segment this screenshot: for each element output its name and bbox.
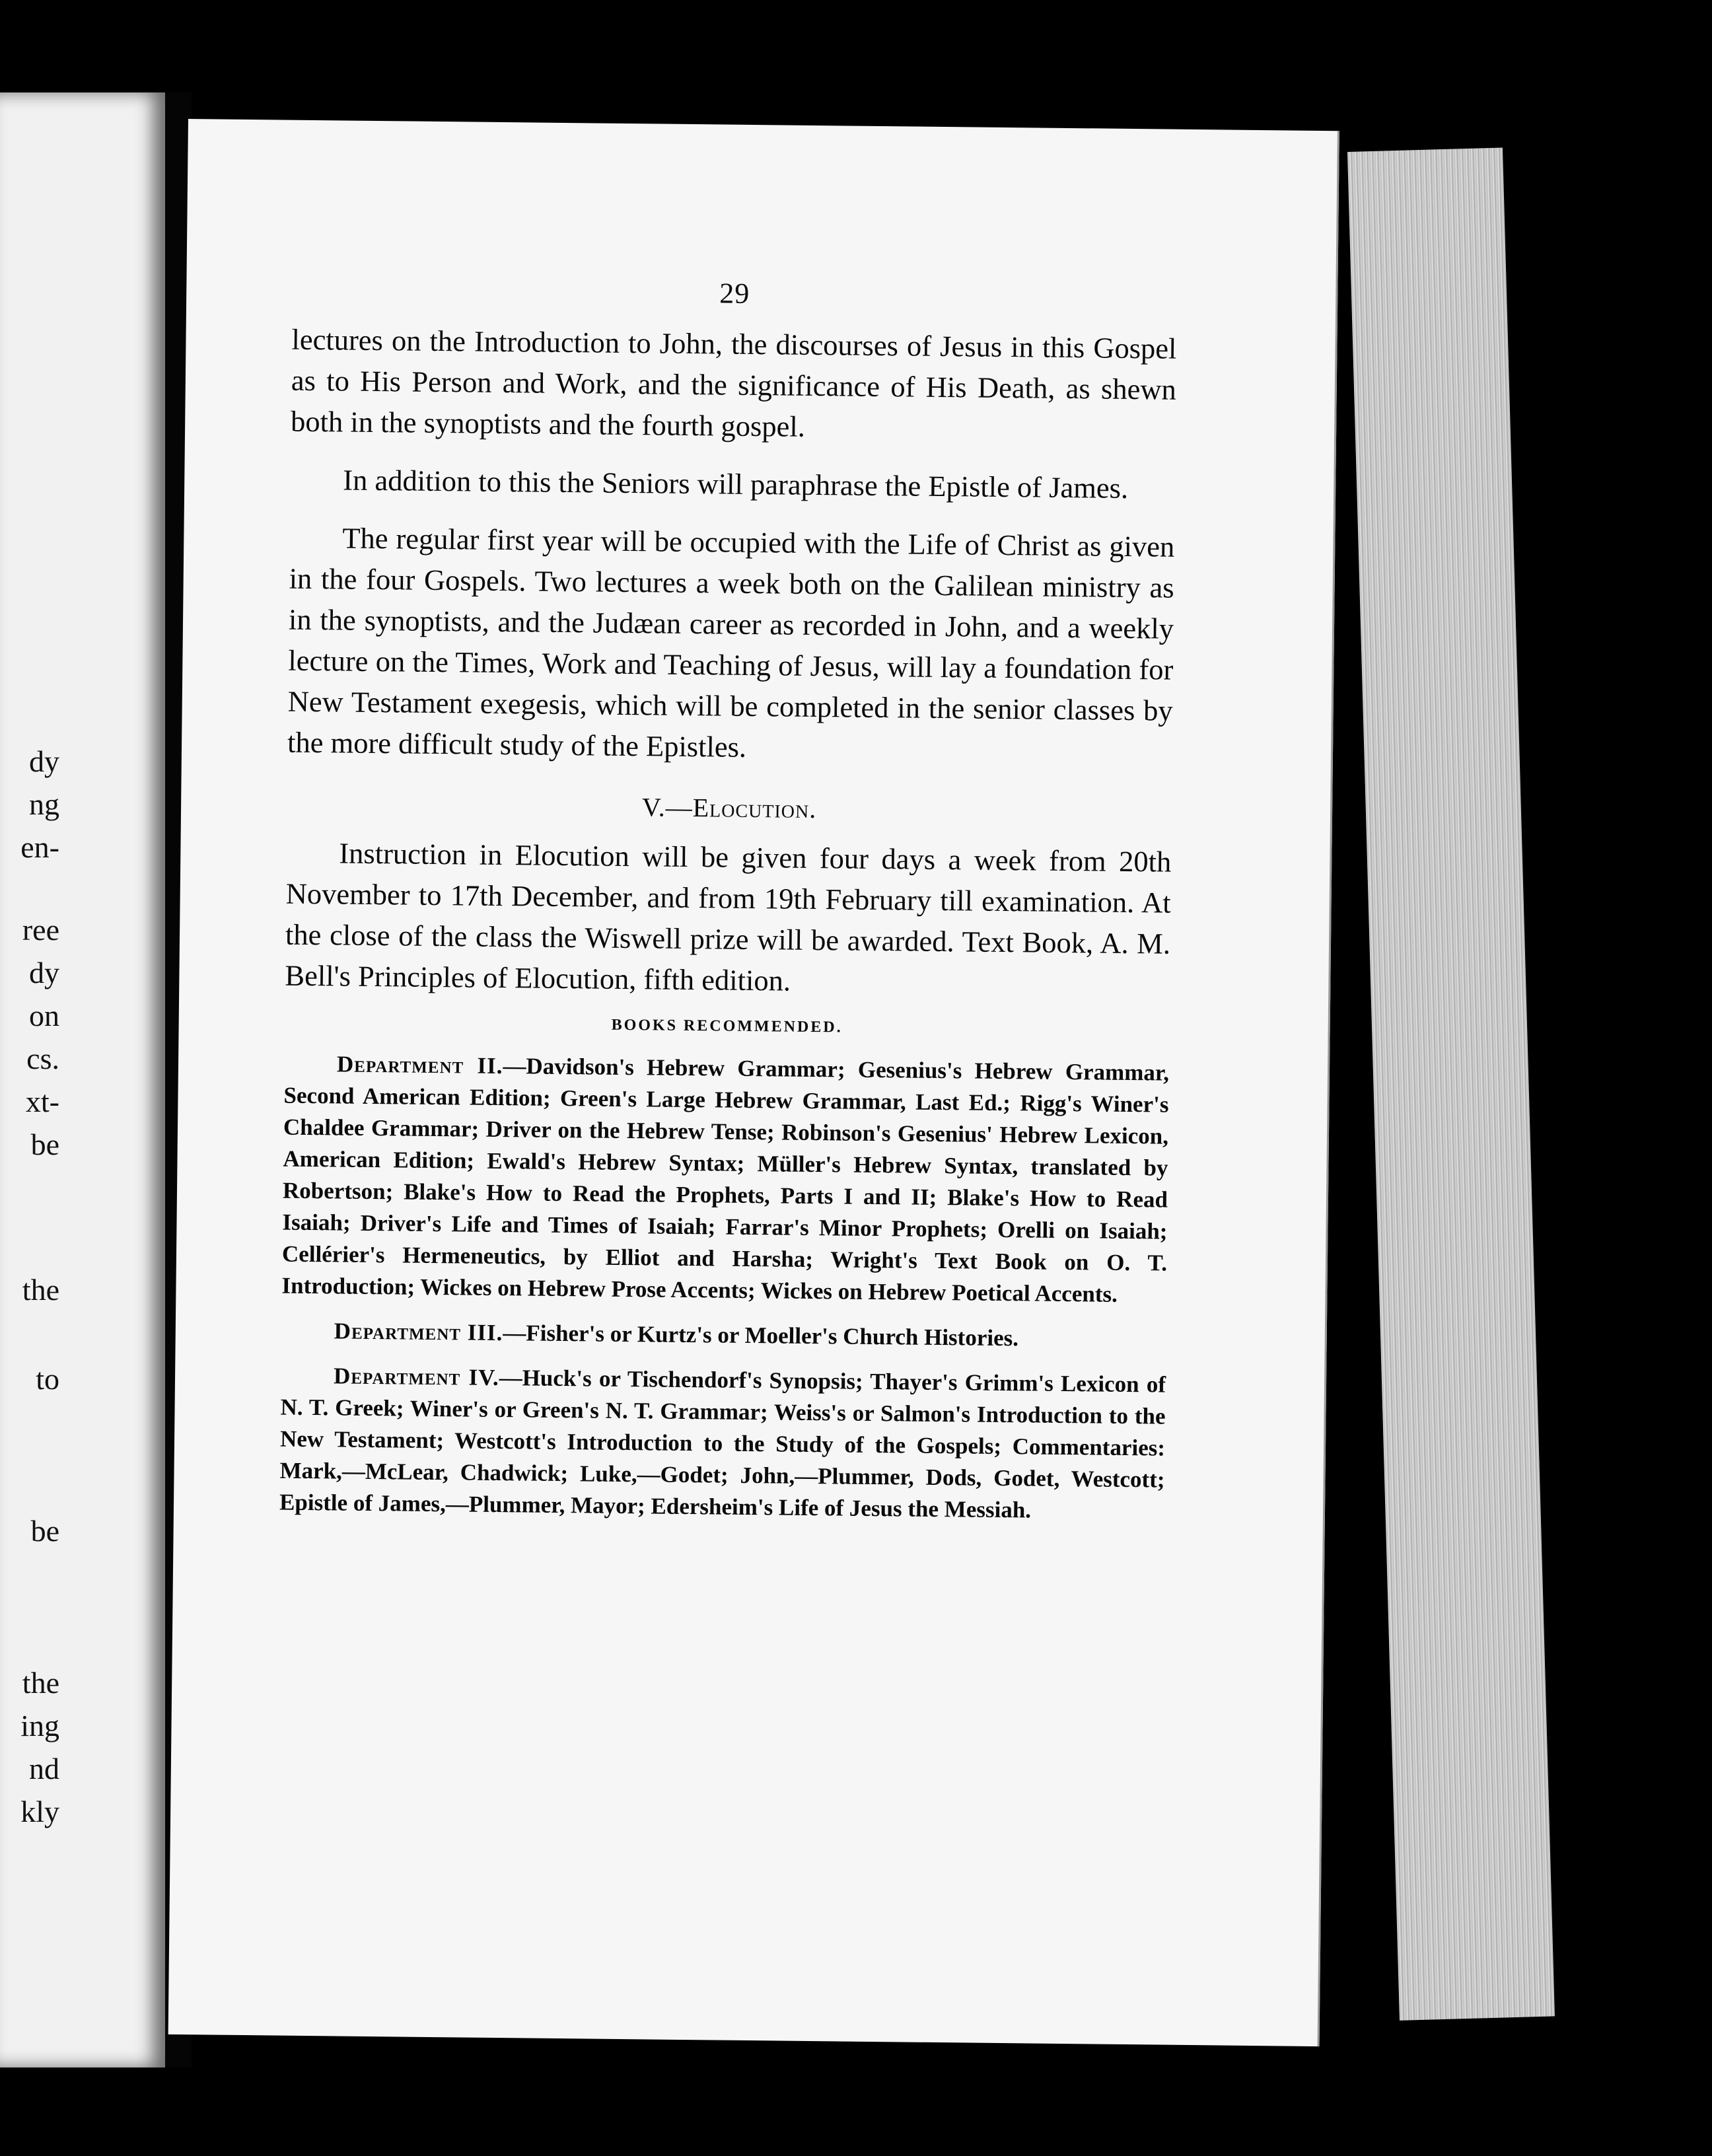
page-edges [1347,147,1555,2020]
department-text: —Fisher's or Kurtz's or Moeller's Church Histories. [503,1320,1019,1351]
left-page-fragment: cs. [26,1042,59,1075]
department-text: —Huck's or Tischendorf's Synopsis; Thayer's Grimm's Lexicon of N. T. Greek; Winer's or Green's N. T. Grammar; Weiss's or Salmon's Introduction to the New Testament; Westcott's Introduction to the Study of the Gospels; Commentaries: Mark,—McLear, Chadwick; Luke,—Godet; John,—Plummer, Dods, Godet, Westcott; Epistle of James,—Plummer, Mayor; Edersheim's Life of Jesus the Messiah. [279,1365,1166,1523]
left-page-fragment: be [30,1128,59,1161]
page-number: 29 [719,277,750,310]
left-page-fragment: ng [29,787,59,821]
paragraph-seniors: In addition to this the Seniors will paraphrase the Epistle of James. [343,463,1129,505]
left-page-fragment: ing [20,1709,59,1743]
books-recommended-heading: BOOKS RECOMMENDED. [611,1016,843,1036]
page-content [279,272,1178,1541]
department-4-books [279,1360,1166,1528]
paragraph-first-year: The regular first year will be occupied with the Life of Christ as given in the four Gospels. Two lectures a week both on the Galilean ministry as in the synoptists, and the Judæan career as recorded in John, and a weekly lecture on the Times, Work and Teaching of Jesus, will lay a foundation for New Testament exegesis, which will be completed in the senior classes by the more difficult study of the Epistles. [287,521,1175,764]
paragraph-john-lectures: lectures on the Introduction to John, the discourses of Jesus in this Gospel as to His Person and Work, and the significance of His Death, as shewn both in the synoptists and the fourth gospel. [290,322,1177,443]
left-page-fragment: kly [20,1795,59,1828]
left-page-fragment: to [36,1362,59,1396]
department-label: Department II. [336,1051,503,1079]
left-page-fragment: ree [22,913,59,947]
section-heading-elocution: V.—Elocution. [641,792,817,824]
department-label: Department IV. [333,1363,499,1391]
department-2-books [281,1048,1169,1311]
department-3-books [281,1315,1166,1356]
department-text: —Davidson's Hebrew Grammar; Gesenius's Hebrew Grammar, Second American Edition; Green's Large Hebrew Grammar, Last Ed.; Rigg's Winer's Chaldee Grammar; Driver on the Hebrew Tense; Robinson's Gesenius' Hebrew Lexicon, American Edition; Ewald's Hebrew Syntax; Müller's Hebrew Syntax, translated by Robertson; Blake's How to Read the Prophets, Parts I and II; Blake's How to Read Isaiah; Driver's Life and Times of Isaiah; Farrar's Minor Prophets; Orelli on Isaiah; Cellérier's Hermeneutics, by Elliot and Harsha; Wright's Text Book on O. T. Introduction; Wickes on Hebrew Prose Accents; Wickes on Hebrew Poetical Accents. [281,1053,1170,1307]
left-page-fragment: on [29,999,59,1032]
left-page-fragment: the [22,1666,59,1700]
main-page [168,119,1339,2046]
department-label: Department III. [334,1318,503,1346]
left-page-fragment: xt- [25,1085,59,1118]
left-page-edge [0,92,165,2067]
left-page-fragment: the [22,1273,59,1307]
paragraph-elocution: Instruction in Elocution will be given four days a week from 20th November to 17th December, and from 19th February till examination. At the close of the class the Wiswell prize will be awarded. Text Book, A. M. Bell's Principles of Elocution, fifth edition. [285,836,1172,997]
left-page-fragment: be [30,1514,59,1548]
left-page-fragment: dy [29,956,59,989]
left-page-fragment: dy [29,744,59,778]
left-page-fragment: nd [29,1752,59,1785]
left-page-fragment: en- [20,830,59,864]
